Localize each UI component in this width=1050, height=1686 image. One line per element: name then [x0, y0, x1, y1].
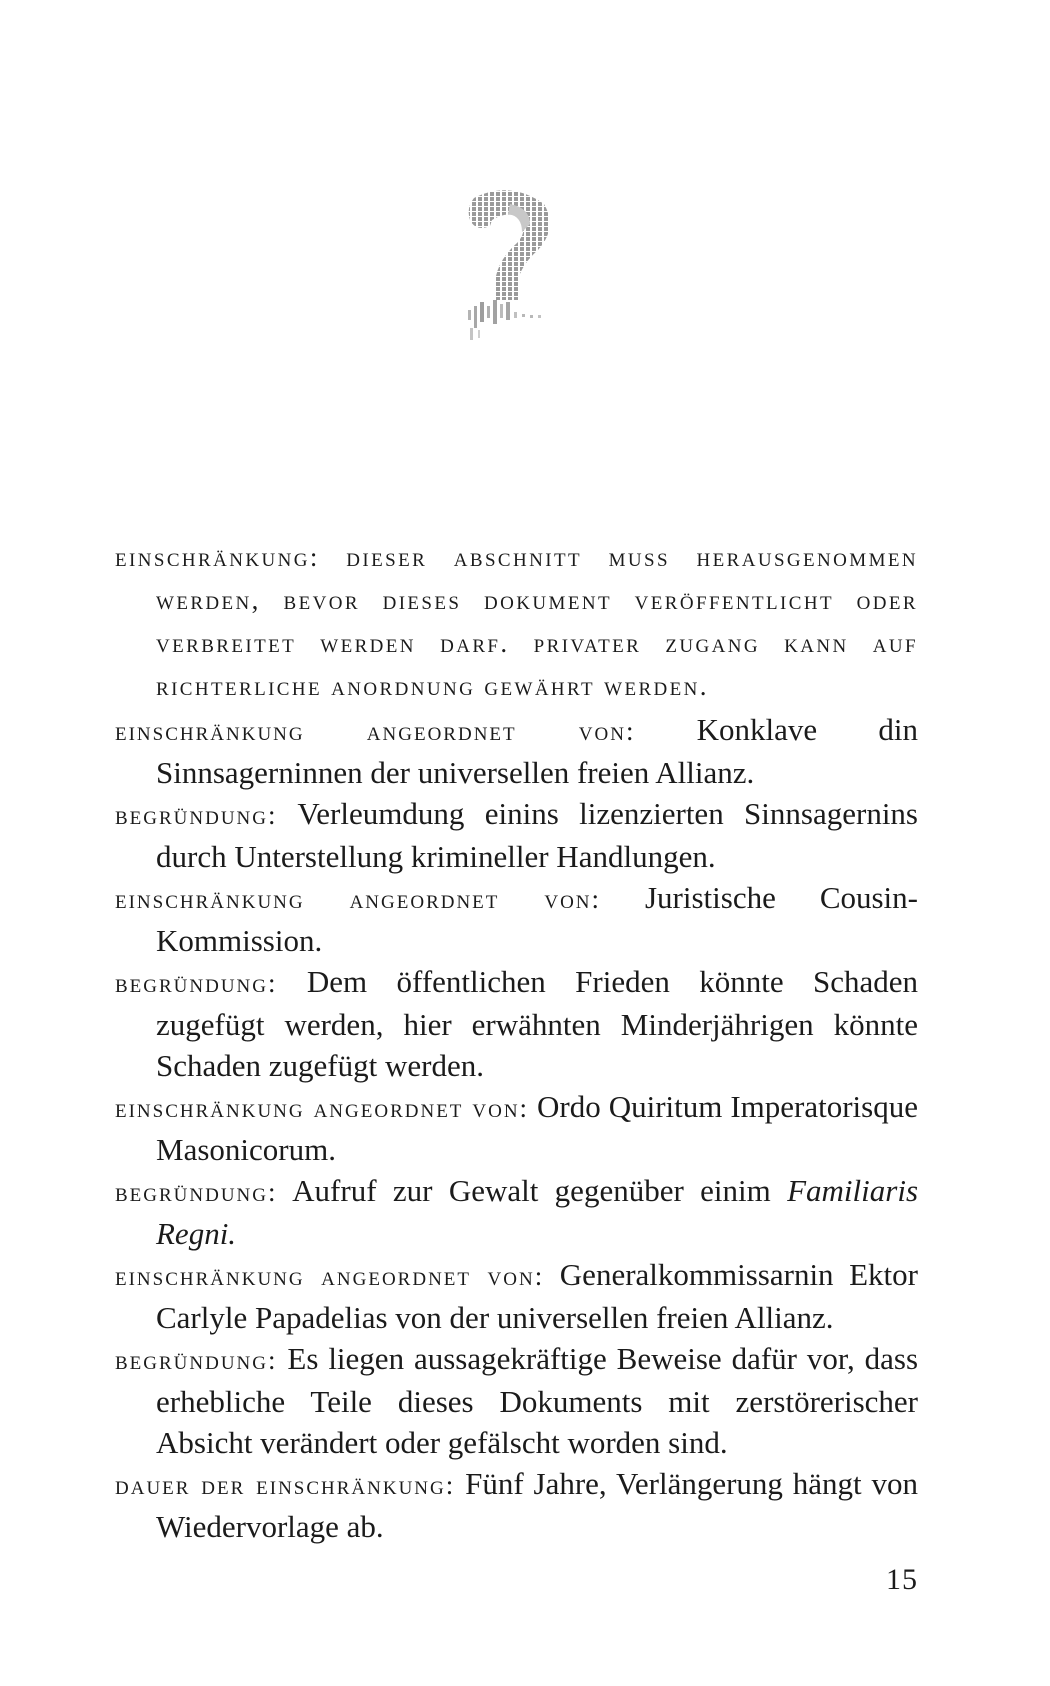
entry-text: Aufruf zur Gewalt gegenüber einim: [292, 1173, 771, 1208]
entry-text: Fünf Jahre, Verlängerung hängt von Wiedervorlage ab.: [156, 1466, 918, 1544]
reason-entry: [115, 793, 918, 877]
restriction-notice-block: [115, 537, 918, 1547]
entry-emphasis: Familiaris Regni.: [156, 1173, 919, 1251]
entry-label: begründung:: [115, 1177, 278, 1207]
entry-label: einschränkung angeordnet von:: [115, 716, 636, 746]
entry-text: Konklave din Sinnsagerninnen der universellen freien Allianz.: [156, 712, 918, 790]
entry-label: einschränkung angeordnet von:: [115, 1093, 530, 1123]
entry-label: begründung:: [115, 968, 278, 998]
entry-text: Dem öffentlichen Frieden könnte Schaden zugefügt werden, hier erwähnten Minderjährigen könnte Schaden zugefügt werden.: [156, 964, 918, 1083]
entry-label: begründung:: [115, 800, 278, 830]
duration-entry: [115, 1463, 918, 1547]
distressed-question-mark-icon: [460, 188, 560, 358]
reason-entry: [115, 1170, 918, 1254]
page-number: 15: [886, 1563, 918, 1596]
entry-text: Verleumdung einins lizenzierten Sinnsagernins durch Unterstellung krimineller Handlungen.: [156, 796, 918, 874]
reason-entry: [115, 1338, 918, 1463]
restriction-entry: [115, 709, 918, 793]
entry-label: dauer der einschränkung:: [115, 1470, 456, 1500]
restriction-entry: [115, 1086, 918, 1170]
reason-entry: [115, 961, 918, 1086]
entry-text: Generalkommissarnin Ektor Carlyle Papadelias von der universellen freien Allianz.: [156, 1257, 918, 1335]
entry-label: begründung:: [115, 1345, 278, 1375]
entry-text: Ordo Quiritum Imperatorisque Masonicorum.: [156, 1089, 918, 1167]
entry-text: Es liegen aussagekräftige Beweise dafür vor, dass erhebliche Teile dieses Dokuments mit zerstörerischer Absicht verändert oder gefälscht worden sind.: [156, 1341, 919, 1460]
entry-label: einschränkung angeordnet von:: [115, 1261, 545, 1291]
entry-text: Juristische Cousin-Kommission.: [156, 880, 918, 958]
entry-label: einschränkung angeordnet von:: [115, 884, 602, 914]
restriction-entry: [115, 1254, 918, 1338]
restriction-notice: [115, 537, 918, 709]
notice-text: einschränkung: dieser abschnitt muss herausgenommen werden, bevor dieses dokument veröffentlicht oder verbreitet werden darf. privater zugang kann auf richterliche anordnung gewährt werden.: [115, 542, 918, 701]
restriction-entry: [115, 877, 918, 961]
